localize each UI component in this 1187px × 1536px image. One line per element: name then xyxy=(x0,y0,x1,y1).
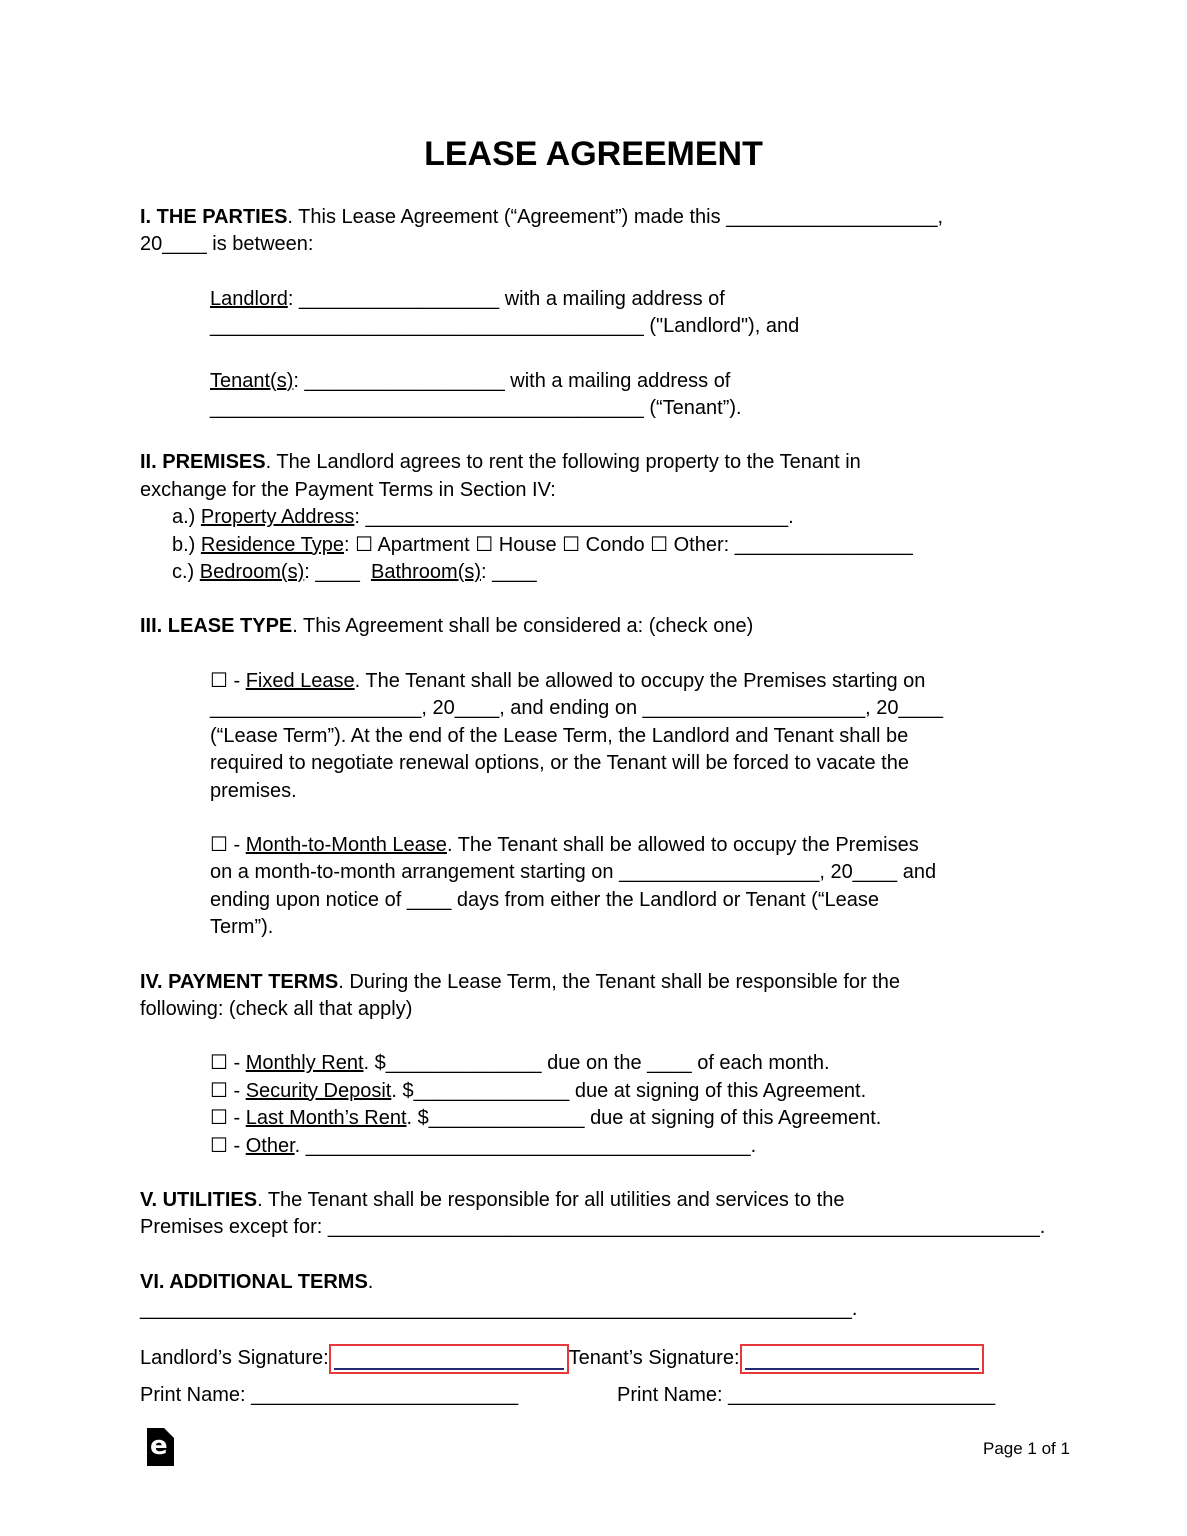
last-months-rent-checkbox: ☐ - xyxy=(210,1107,246,1130)
fixed-lease-checkbox: ☐ - xyxy=(210,669,246,692)
premises-item-residence-type: b.) Residence Type: ☐ Apartment ☐ House ☐ Condo ☐ Other: ________________ xyxy=(172,533,913,556)
landlord-print-name: Print Name: ________________________ xyxy=(140,1383,519,1406)
other-checkbox: ☐ - xyxy=(210,1134,246,1157)
premises-line-2: exchange for the Payment Terms in Section IV: xyxy=(140,478,556,501)
parties-line-1: I. THE PARTIES. This Lease Agreement (“Agreement”) made this ___________________, xyxy=(140,206,944,228)
monthly-rent-checkbox: ☐ - xyxy=(210,1052,246,1075)
landlord-line-2: _______________________________________ ("Landlord"), and xyxy=(210,315,800,338)
security-deposit-label: Security Deposit xyxy=(245,1079,392,1102)
month-to-month-line-4: Term”). xyxy=(210,916,274,939)
month-to-month-clause xyxy=(210,832,1047,942)
payment-item-last-months-rent: ☐ - Last Month’s Rent. $______________ due at signing of this Agreement. xyxy=(210,1107,882,1130)
security-deposit-checkbox: ☐ - xyxy=(210,1079,246,1102)
fixed-lease-line-4: required to negotiate renewal options, or the Tenant will be forced to vacate the xyxy=(210,752,909,775)
lease-type-heading: III. LEASE TYPE xyxy=(140,615,293,638)
bathrooms-label: Bathroom(s) xyxy=(370,561,482,584)
tenant-label: Tenant(s) xyxy=(210,369,294,392)
fixed-lease-line-3: (“Lease Term”). At the end of the Lease Term, the Landlord and Tenant shall be xyxy=(210,724,909,747)
eforms-logo-letter: e xyxy=(150,1431,168,1461)
section-premises xyxy=(140,449,1047,586)
payment-items xyxy=(210,1050,1047,1160)
landlord-print-name-blank: ________________________ xyxy=(251,1383,519,1406)
utilities-heading: V. UTILITIES xyxy=(140,1188,258,1211)
property-address-label: Property Address xyxy=(200,506,355,529)
eforms-logo-icon xyxy=(147,1428,174,1466)
fixed-lease-line-5: premises. xyxy=(210,779,297,802)
section-parties xyxy=(140,204,1047,259)
month-to-month-label: Month-to-Month Lease xyxy=(245,833,447,856)
payment-item-monthly-rent: ☐ - Monthly Rent. $______________ due on the ____ of each month. xyxy=(210,1052,830,1075)
premises-heading: II. PREMISES xyxy=(140,451,266,474)
bedrooms-label: Bedroom(s) xyxy=(199,561,305,584)
month-to-month-line-3: ending upon notice of ____ days from either the Landlord or Tenant (“Lease xyxy=(210,888,879,911)
landlord-signature-label: Landlord’s Signature: xyxy=(140,1346,329,1369)
section-additional-terms xyxy=(140,1269,1047,1324)
fixed-lease-label: Fixed Lease xyxy=(245,669,355,692)
payment-item-security-deposit: ☐ - Security Deposit. $______________ due at signing of this Agreement. xyxy=(210,1079,867,1102)
lease-type-line-1: III. LEASE TYPE. This Agreement shall be considered a: (check one) xyxy=(140,615,754,638)
month-to-month-checkbox: ☐ - xyxy=(210,833,246,856)
fixed-lease-line-1: ☐ - Fixed Lease. The Tenant shall be allowed to occupy the Premises starting on xyxy=(210,669,926,692)
premises-item-property-address: a.) Property Address: ______________________________________. xyxy=(172,506,794,529)
month-to-month-line-2: on a month-to-month arrangement starting on __________________, 20____ and xyxy=(210,861,937,884)
landlord-signature-field[interactable] xyxy=(329,1344,569,1374)
other-label: Other xyxy=(245,1134,295,1157)
landlord-clause xyxy=(210,286,1047,341)
tenant-signature-line xyxy=(745,1368,979,1370)
section-utilities xyxy=(140,1187,1047,1242)
utilities-line-1: V. UTILITIES. The Tenant shall be responsible for all utilities and services to the xyxy=(140,1188,845,1211)
residence-type-label: Residence Type xyxy=(200,533,344,556)
additional-terms-line-1: VI. ADDITIONAL TERMS. ________________________________________________________________. xyxy=(140,1270,858,1321)
payment-item-other: ☐ - Other. ________________________________________. xyxy=(210,1134,757,1157)
payment-terms-line-2: following: (check all that apply) xyxy=(140,997,413,1020)
tenant-clause xyxy=(210,368,1047,423)
tenant-print-name-blank: ________________________ xyxy=(728,1383,996,1406)
parties-line-2: 20____ is between: xyxy=(140,233,314,256)
month-to-month-line-1: ☐ - Month-to-Month Lease. The Tenant shall be allowed to occupy the Premises xyxy=(210,833,919,856)
monthly-rent-label: Monthly Rent xyxy=(245,1052,364,1075)
payment-terms-line-1: IV. PAYMENT TERMS. During the Lease Term, the Tenant shall be responsible for the xyxy=(140,970,901,993)
tenant-print-name: Print Name: ________________________ xyxy=(617,1383,996,1406)
payment-terms-heading: IV. PAYMENT TERMS xyxy=(140,970,339,993)
parties-heading: I. THE PARTIES xyxy=(140,206,288,228)
page-number: Page 1 of 1 xyxy=(983,1439,1070,1458)
section-payment-terms xyxy=(140,969,1047,1024)
document-page xyxy=(140,134,1047,1409)
tenant-signature-field[interactable] xyxy=(740,1344,984,1374)
fixed-lease-line-2: ___________________, 20____, and ending on ____________________, 20____ xyxy=(210,697,943,720)
premises-item-bed-bath: c.) Bedroom(s): ____ Bathroom(s): ____ xyxy=(172,561,537,584)
landlord-line-1: Landlord: __________________ with a mailing address of xyxy=(210,287,725,310)
landlord-signature-line xyxy=(334,1368,564,1370)
print-name-row xyxy=(140,1382,1047,1409)
signature-row xyxy=(140,1344,1047,1374)
tenant-signature-label: Tenant’s Signature: xyxy=(568,1346,740,1369)
tenant-line-1: Tenant(s): __________________ with a mailing address of xyxy=(210,369,731,392)
page-title: LEASE AGREEMENT xyxy=(424,135,763,173)
section-lease-type xyxy=(140,613,1047,640)
landlord-label: Landlord xyxy=(210,287,288,310)
tenant-line-2: _______________________________________ (“Tenant”). xyxy=(210,397,742,420)
premises-line-1: II. PREMISES. The Landlord agrees to rent the following property to the Tenant in xyxy=(140,451,861,474)
additional-terms-heading: VI. ADDITIONAL TERMS xyxy=(140,1270,368,1293)
fixed-lease-clause xyxy=(210,668,1047,805)
utilities-line-2: Premises except for: ________________________________________________________________. xyxy=(140,1216,1046,1239)
last-months-rent-label: Last Month’s Rent xyxy=(245,1107,407,1130)
